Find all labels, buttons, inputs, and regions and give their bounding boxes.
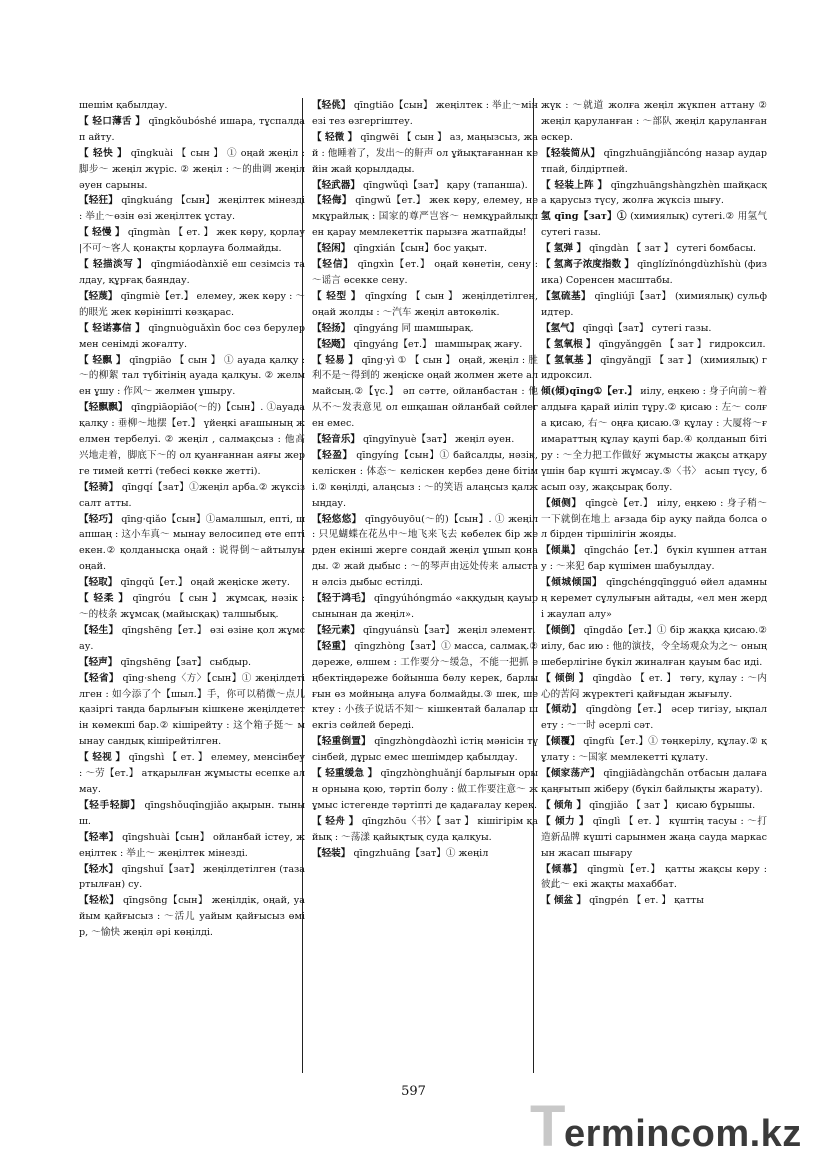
dictionary-entry [79, 750, 305, 798]
dictionary-entry [312, 178, 538, 194]
entry-definition: qīngmù【ет.】 қатты жақсы көру : 彼此～ екі жақты махаббат. [541, 863, 767, 891]
dictionary-entry [79, 591, 305, 623]
entry-headword: 【 轻舟 】 [312, 815, 359, 827]
entry-headword: 【 轻柔 】 [79, 593, 129, 605]
column-left [79, 98, 305, 1073]
dictionary-entry [79, 623, 305, 655]
entry-definition: шешім қабылдау. [79, 100, 168, 111]
dictionary-entry [541, 337, 767, 353]
entry-definition: qīngwǔqì【зат】 қару (тапанша). [363, 179, 528, 191]
dictionary-entry [79, 146, 305, 194]
entry-headword: 【轻骑】 [79, 481, 119, 493]
entry-definition: qīngwēi 【 сын 】 аз, маңызсыз, жай : 他睡着了，发出～的鼾声 ол ұйықтағаннан кейін жай қорылдады. [312, 131, 538, 175]
dictionary-entry [312, 448, 538, 512]
entry-definition: qīngzhuāngjiǎncóng назар аудартпай, білдіртпей. [541, 147, 767, 175]
entry-definition: qīngshǒuqīngjiǎo ақырын. тыныш. [79, 799, 305, 827]
dictionary-entry [79, 114, 305, 146]
entry-headword: 【轻重倒置】 [312, 736, 371, 748]
dictionary-entry [541, 98, 767, 146]
dictionary-entry [312, 814, 538, 846]
entry-headword: 倾(傾)qīng①【ет.】 [541, 386, 638, 398]
entry-headword: 【轻盈】 [312, 449, 353, 461]
entry-headword: 【 倾力 】 [541, 815, 590, 827]
entry-definition: qīngpiāopiāo(～的)【сын】. ①ауада қалқу : 垂柳～地摆【ет.】 үйеңкі ағашының желмен тербелуі. ② жеңіл , салмақсыз : 他高兴地走着，脚底下～的 ол қуанғаннан аяғы жерге тимей кетті (тебесі көкке жетті). [79, 402, 305, 477]
entry-headword: 【轻巧】 [79, 513, 118, 525]
entry-headword: 【轻元素】 [312, 624, 360, 636]
entry-headword: 【轻狂】 [79, 195, 118, 207]
entry-headword: 【 轻慢 】 [79, 227, 125, 239]
entry-definition: qīngmiè【ет.】 елемеу, жек көру : ～的眼光 жек көрінішті көзқарас. [79, 290, 305, 318]
column-right [541, 98, 767, 1073]
dictionary-entry [541, 289, 767, 321]
entry-headword: 【倾侧】 [541, 497, 582, 509]
entry-definition: qīngjiādàngchǎn отбасын далаға қаңғытып жіберу (бүкіл байлықты жарату). [541, 768, 767, 795]
entry-headword: 【氢气】 [541, 322, 580, 334]
dictionary-entry [79, 353, 305, 401]
entry-definition: qīngzhōu〈书〉【 зат 】 кішігірім қайық : ～荡漾 қайықтық суда қалқуы. [312, 815, 538, 843]
entry-definition: qīngwǔ【ет.】 жек көру, елемеу, немқұрайлық : 国家的尊严岂容～ немқұрайлықпен қарау мемлекеттік парызға жатпайды! [312, 195, 538, 239]
entry-definition: qīnglì 【 ет. 】 күштің тасуы : ～打造新品牌 күшті сарынмен жаңа сауда маркасын жасап шығару [541, 815, 767, 859]
logo-word: ermincom.kz [564, 1113, 802, 1155]
dictionary-entry [79, 257, 305, 289]
entry-definition: qīngyōuyōu(～的)【сын】. ① жеңіл : 只见蝴蝶在花丛中～地飞来飞去 көбелек бір жерден екінші жерге сондай жеңіл ұшып қонады. ② жай дыбыс : ～的琴声由远处传来 алыстан әлсіз дыбыс естілді. [312, 513, 538, 589]
entry-definition: qīnglízǐnóngdùzhǐshù (физика) Соренсен масштабы. [541, 259, 767, 286]
entry-headword: 【轻装简从】 [541, 147, 601, 159]
dictionary-entry [312, 130, 538, 178]
entry-definition: qīngzhòngdàozhì істің мәнісін түсінбей, дұрыс емес шешімдер қабылдау. [312, 736, 538, 764]
dictionary-entry [541, 671, 767, 703]
column-divider [533, 98, 534, 1073]
entry-headword: 【轻侮】 [312, 195, 352, 207]
dictionary-entry [79, 400, 305, 480]
page-number: 597 [401, 1084, 426, 1099]
entry-definition: qīngchéngqīngguó өйел адамның керемет сұлулығын айтады, «ел мен жерді жаулап алу» [541, 577, 767, 620]
entry-headword: 【轻扬】 [312, 322, 351, 334]
dictionary-entry [312, 512, 538, 592]
dictionary-entry [312, 257, 538, 289]
entry-definition: qīng·sheng〈方〉【сын】① жеңілдетілген : 如今添了个【шыл.】手，你可以稍微～点儿 қазіргі таңда барлығын кішкене жеңілдететін көмекші бар.② кішірейту : 这个箱子挺～ мынау сандық кішірейтілген. [79, 672, 305, 748]
entry-definition: qīngzhòng【зат】① масса, салмақ.② дәреже, өлшем : 工作要分～缓急，不能一把抓 еңбектіңдәреже бойынша бөлу керек, барлығын өз мойныңа алуға болмайды.③ шек, шектеу : 小孩子说话不知～ кішкентай балалар шекгіз сөйлей береді. [312, 640, 538, 732]
entry-headword: 【轻水】 [79, 863, 119, 875]
dictionary-entry [541, 146, 767, 178]
dictionary-entry [541, 766, 767, 798]
entry-definition: qīngdàn 【 зат 】 сутегі бомбасы. [589, 243, 757, 255]
dictionary-entry [79, 512, 305, 576]
dictionary-entry [541, 814, 767, 862]
entry-definition: qīngxíng 【 сын 】 жеңілдетілген, оңай жолды : ～汽车 жеңіл автокөлік. [312, 290, 538, 318]
logo-letter: T [530, 1094, 566, 1159]
entry-headword: 【 轻装上阵 】 [541, 179, 608, 191]
entry-headword: 【 倾倒 】 [541, 672, 589, 684]
entry-headword: 【 倾角 】 [541, 799, 587, 811]
entry-definition: qīngzhònghuǎnjí барлығын орын орнына қою, тәртіп болу : 做工作要注意～ жұмыс істегенде тәртіпті де қадағалау керек. [312, 768, 538, 811]
dictionary-entry [541, 702, 767, 734]
entry-definition: qīngdào 【 ет. 】 төгу, құлау : ～内心的苦闷 жүректегі қайғыдан жығылу. [541, 672, 767, 700]
entry-headword: 【 轻诺寡信 】 [79, 322, 146, 334]
entry-definition: qīngsōng【сын】 жеңілдік, оңай, уайым қайғысыз : ～活儿 уайым қайғысыз өмір, ～愉快 жеңіл әрі көңілді. [79, 895, 305, 939]
entry-definition: qīngshēng【зат】 сыбдыр. [120, 656, 252, 668]
entry-headword: 【氢硫基】 [541, 290, 592, 302]
entry-definition: qīngkǒubóshé ишара, тұспалдап айту. [79, 115, 305, 143]
entry-definition: qīngnuòguǎxìn бос сөз берулермен сенімді жоғалту. [79, 322, 305, 350]
entry-headword: 【倾倒】 [541, 624, 581, 636]
dictionary-entry [541, 353, 767, 385]
entry-headword: 【倾城倾国】 [541, 577, 603, 589]
entry-headword: 【轻飘飘】 [79, 402, 128, 414]
dictionary-entry [541, 893, 767, 909]
dictionary-entry [312, 591, 538, 623]
entry-definition: qīngqì【зат】 сутегі газы. [582, 322, 712, 334]
dictionary-entry [541, 862, 767, 894]
dictionary-entry [312, 623, 538, 639]
entry-headword: 【轻武器】 [312, 179, 360, 191]
dictionary-entry [79, 321, 305, 353]
entry-definition: qīngróu 【 сын 】 жұмсақ, нәзік : ～的枝条 жұмсақ (майысқақ) талшыбық. [79, 593, 305, 620]
dictionary-entry [79, 893, 305, 941]
dictionary-entry [79, 193, 305, 225]
entry-headword: 【倾巢】 [541, 545, 581, 557]
entry-definition: жүк : ～就道 жолға жеңіл жүкпен аттану ② жеңіл қаруланған : ～部队 жеңіл қаруланған әскер. [541, 100, 767, 143]
entry-headword: 【轻悠悠】 [312, 513, 362, 525]
dictionary-entry [312, 734, 538, 766]
entry-definition: qīngyáng【ет.】 шамшырақ жағу. [353, 338, 523, 350]
entry-headword: 【轻松】 [79, 895, 120, 907]
entry-headword: 【倾动】 [541, 704, 583, 716]
column-divider [302, 98, 303, 1073]
dictionary-entry [541, 575, 767, 623]
entry-definition: qīngqǔ【ет.】 оңай жеңіске жету. [120, 577, 290, 589]
entry-definition: qīngdòng【ет.】 әсер тигізу, ықпал ету : ～一时 әсерлі сәт. [541, 704, 767, 732]
entry-definition: qīngshuǐ【зат】 жеңілдетілген (тазартылған) су. [79, 863, 305, 891]
entry-headword: 【轻声】 [79, 656, 118, 668]
dictionary-entry [312, 337, 538, 353]
dictionary-entry [541, 543, 767, 575]
entry-definition: qīngxìn【ет.】 оңай көнетін, сену : ～谣言 өсекке сену. [312, 259, 538, 286]
entry-headword: 【 轻易 】 [312, 354, 359, 366]
dictionary-entry [312, 846, 538, 862]
entry-headword: 【倾家荡产】 [541, 768, 601, 780]
dictionary-entry [79, 289, 305, 321]
entry-headword: 【轻手轻脚】 [79, 799, 141, 811]
entry-headword: 【轻装】 [312, 847, 351, 859]
entry-definition: qīngliújī【зат】 (химиялық) сульфидтер. [541, 290, 767, 318]
entry-headword: 【轻佻】 [312, 100, 351, 111]
entry-definition: qīngyáng 同 шамшырақ. [353, 322, 474, 334]
entry-headword: 【 倾盆 】 [541, 895, 587, 907]
dictionary-entry [312, 98, 538, 130]
dictionary-entry [79, 655, 305, 671]
entry-headword: 【 轻视 】 [79, 752, 126, 764]
entry-definition: qīngyuánsù【зат】 жеңіл элемент. [363, 624, 536, 636]
entry-headword: 【 氢氧根 】 [541, 338, 596, 350]
dictionary-entry [312, 289, 538, 321]
entry-definition: qīngcháo【ет.】 бүкіл күшпен аттану : ～来犯 бар күшімен шабуылдау. [541, 545, 767, 573]
entry-headword: 【轻生】 [79, 624, 119, 636]
entry-headword: 【 氢氧基 】 [541, 354, 597, 366]
entry-headword: 【轻飏】 [312, 338, 351, 350]
dictionary-entry [79, 671, 305, 751]
column-middle [312, 98, 538, 1073]
entry-definition: qīngxián【сын】бос уақыт. [353, 243, 488, 255]
entry-headword: 【轻于鸿毛】 [312, 593, 371, 605]
entry-definition: qīngqí【зат】①жеңіл арба.② жүксіз салт атты. [79, 481, 305, 509]
dictionary-entry [79, 798, 305, 830]
dictionary-entry [541, 384, 767, 495]
entry-definition: qīngzhuāngshàngzhèn шайқасқа қарусыз түсу, жолға жүксіз шығу. [541, 179, 767, 207]
entry-headword: 【 轻描淡写 】 [79, 259, 148, 271]
dictionary-entry [541, 257, 767, 289]
entry-definition: qīngfù【ет.】① төңкерілу, құлау.② құлату : ～国家 мемлекетті құлату. [541, 736, 767, 764]
dictionary-entry [541, 321, 767, 337]
dictionary-entry [541, 178, 767, 210]
entry-definition: qīngyúhóngmáo «аққудың қауырсынынан да жеңіл». [312, 593, 538, 620]
entry-headword: 【轻重】 [312, 640, 351, 652]
entry-definition: qīngpiāo 【 сын 】 ① ауада қалқу : ～的柳絮 тал түбітінің ауада қалқуы. ② желмен ұшу : 作风～ желмен ұшыру. [79, 354, 305, 398]
entry-definition: qīngdǎo【ет.】① бір жаққа қисаю.② иілу, бас ию : 他的演技，令全场观众为之～ оның шеберлігіне бүкіл жиналған қауым бас иді. [541, 624, 767, 668]
entry-definition: qīngshuài【сын】 ойланбай істеу, жеңілтек : 举止～ жеңілтек мінезді. [79, 831, 305, 859]
entry-headword: 【轻音乐】 [312, 434, 360, 446]
entry-definition: (химиялық) сутегі.② 用氢气 сутегі газы. [541, 211, 767, 239]
dictionary-entry [79, 575, 305, 591]
dictionary-entry [312, 353, 538, 433]
entry-headword: 【轻率】 [79, 831, 119, 843]
entry-headword: 氢 qīng【зат】① [541, 211, 627, 223]
entry-definition: qīngyǎngjī 【 зат 】 (химиялық) гидроксил. [541, 354, 767, 382]
dictionary-entry [541, 241, 767, 257]
entry-definition: qīng·yì ① 【 сын 】 оңай, жеңіл : 胜利不是～得到的 жеңіске оңай жолмен жете алмайсың.②【үс.】 әп сәтте, ойланбастан : 他从不～发表意见 ол ешқашан ойланбай сөйлеген емес. [312, 354, 538, 430]
dictionary-entry [79, 480, 305, 512]
dictionary-entry [79, 98, 305, 114]
entry-headword: 【 轻重缓急 】 [312, 768, 378, 780]
entry-headword: 【 轻口薄舌 】 [79, 115, 146, 127]
dictionary-entry [312, 432, 538, 448]
dictionary-entry [79, 225, 305, 257]
dictionary-entry [541, 623, 767, 671]
entry-headword: 【 轻微 】 [312, 131, 358, 143]
entry-headword: 【轻信】 [312, 259, 354, 271]
dictionary-entry [541, 798, 767, 814]
entry-definition: qīngmiáodànxiě еш сезімсіз талдау, құрғақ баяндау. [79, 259, 305, 286]
entry-definition: qīng·qiǎo【сын】①амалшыл, епті, шапшаң : 这小车真～ мынау велосипед өте епті екен.② қолданысқа оңай : 说得倒～айтылуы оңай. [79, 513, 305, 573]
entry-headword: 【 氢离子浓度指数 】 [541, 259, 635, 271]
entry-definition: qīngpén 【 ет. 】 қатты [589, 895, 704, 907]
entry-definition: qīngjiǎo 【 зат 】 қисаю бұрышы. [589, 799, 756, 811]
dictionary-entry [312, 766, 538, 814]
dictionary-entry [541, 496, 767, 544]
entry-headword: 【轻闲】 [312, 243, 351, 255]
entry-definition: qīngkuáng 【сын】 жеңілтек мінезді : 举止～өзін өзі жеңілтек ұстау. [79, 195, 305, 223]
entry-definition: qīngyǎnggēn 【 зат 】 гидроксил. [598, 338, 766, 350]
entry-definition: qīngkuài 【 сын 】 ① оңай жеңіл : 脚步～ жеңіл жүріс. ② жеңіл : ～的曲调 жеңіл әуен сарыны. [79, 147, 305, 191]
entry-headword: 【倾覆】 [541, 736, 580, 748]
entry-headword: 【 轻飘 】 [79, 354, 126, 366]
entry-headword: 【轻取】 [79, 577, 118, 589]
dictionary-entry [312, 193, 538, 241]
entry-headword: 【 轻快 】 [79, 147, 128, 159]
entry-definition: qīngyīnyuè【зат】 жеңіл әуен. [363, 434, 515, 446]
dictionary-entry [312, 321, 538, 337]
entry-definition: qīngzhuāng【зат】① жеңіл [353, 847, 489, 859]
entry-definition: qīngtiāo【сын】 жеңілтек : 举止～мінезі тез өзгергіштеу. [312, 100, 538, 127]
dictionary-entry [312, 241, 538, 257]
entry-definition: qīngcè【ет.】 иілу, еңкею : 身子稍～一下就倒在地上 ағзада бір ауқу пайда болса ол бірден тіршілігін жояды. [541, 497, 767, 541]
entry-headword: 【轻省】 [79, 672, 120, 684]
dictionary-entry [312, 639, 538, 734]
entry-definition: qīngmàn 【 ет. 】 жек көру, қорлау |不可～客人 қонақты қорлауға болмайды. [79, 227, 305, 255]
entry-headword: 【 氢弹 】 [541, 243, 587, 255]
entry-headword: 【轻蔑】 [79, 290, 118, 302]
entry-definition: иілу, еңкею : 身子向前～着 алдыға қарай иіліп тұру.② қисаю : 左～ солға қисаю, 右～ оңға қисаю.③ құлау : 大厦将～ғимараттың құлау қаупі бар.④ қолданып бітіру : ～全力把工作做好 жұмысты жақсы атқару үшін бар күшті жұмсау.⑤〈书〉 асып түсу, басып озу, жақсырақ болу. [541, 386, 767, 493]
dictionary-entry [79, 862, 305, 894]
entry-definition: qīngshēng【ет.】 өзі өзіне қол жұмсау. [79, 624, 305, 652]
dictionary-entry [79, 830, 305, 862]
entry-definition: qīngyíng【сын】① байсалды, нәзік, келіскен : 体态～ келіскен кербез дене бітімі.② көңілді, алаңсыз : ～的笑语 алаңсыз қалжыңдау. [312, 449, 538, 509]
entry-headword: 【倾慕】 [541, 863, 584, 875]
entry-definition: qīngshì 【 ет. 】 елемеу, менсінбеу : ～劳【ет.】 атқарылған жұмысты есепке алмау. [79, 752, 305, 795]
dictionary-entry [541, 209, 767, 241]
entry-headword: 【 轻型 】 [312, 290, 362, 302]
terminkom-logo [524, 1094, 814, 1159]
dictionary-entry [541, 734, 767, 766]
